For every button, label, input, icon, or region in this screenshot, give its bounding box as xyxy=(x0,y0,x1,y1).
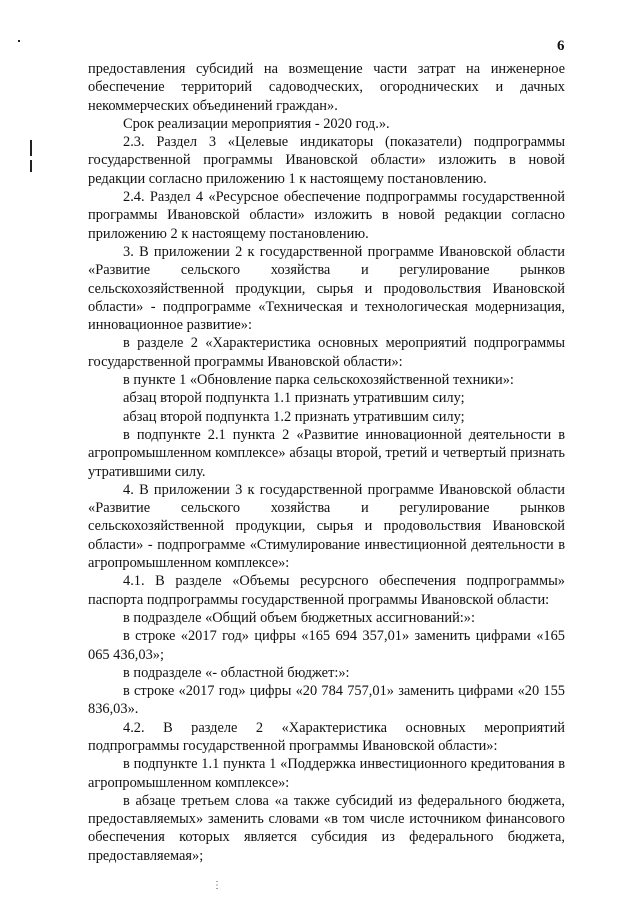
paragraph: 2.3. Раздел 3 «Целевые индикаторы (показатели) подпрограммы государственной программы Ивановской области» изложить в новой редакции согласно приложению 1 к настоящему постановлению. xyxy=(88,134,565,187)
paragraph: в абзаце третьем слова «а также субсидий из федерального бюджета, предоставляемых» заменить словами «в том числе источником финансового обеспечения которых является субсидия из федерального бюджета, предоставляемая»; xyxy=(88,792,565,864)
margin-mark xyxy=(30,140,32,156)
paragraph: 4.2. В разделе 2 «Характеристика основных мероприятий подпрограммы государственной программы Ивановской области»: xyxy=(88,719,565,754)
margin-mark xyxy=(30,160,32,172)
paragraph: в строке «2017 год» цифры «20 784 757,01» заменить цифрами «20 155 836,03». xyxy=(88,683,565,718)
paragraph: в подразделе «- областной бюджет:»: xyxy=(123,664,350,681)
scan-artifact: ⋮ xyxy=(212,880,222,891)
paragraph: Срок реализации мероприятия - 2020 год.». xyxy=(123,115,390,132)
document-body xyxy=(88,60,565,865)
paragraph: в разделе 2 «Характеристика основных мероприятий подпрограммы государственной программы Ивановской области»: xyxy=(88,335,565,370)
paragraph: 2.4. Раздел 4 «Ресурсное обеспечение подпрограммы государственной программы Ивановской области» изложить в новой редакции согласно приложению 2 к настоящему постановлению. xyxy=(88,189,565,242)
margin-mark xyxy=(18,40,20,42)
paragraph: в пункте 1 «Обновление парка сельскохозяйственной техники»: xyxy=(123,372,514,389)
paragraph: в строке «2017 год» цифры «165 694 357,01» заменить цифрами «165 065 436,03»; xyxy=(88,628,565,663)
paragraph: в подпункте 2.1 пункта 2 «Развитие инновационной деятельности в агропромышленном комплексе» абзацы второй, третий и четвертый признать утратившими силу. xyxy=(88,426,565,480)
page-number: 6 xyxy=(557,38,565,54)
paragraph: 3. В приложении 2 к государственной программе Ивановской области «Развитие сельского хозяйства и регулирование рынков сельскохозяйственной продукции, сырья и продовольствия Ивановской области» - подпрограмме «Техническая и технологическая модернизация, инновационное развитие»: xyxy=(88,243,565,334)
paragraph: абзац второй подпункта 1.1 признать утратившим силу; xyxy=(123,390,465,407)
paragraph: в подпункте 1.1 пункта 1 «Поддержка инвестиционного кредитования в агропромышленном комплексе»: xyxy=(88,756,565,791)
paragraph: в подразделе «Общий объем бюджетных ассигнований:»: xyxy=(123,609,475,626)
paragraph: 4.1. В разделе «Объемы ресурсного обеспечения подпрограммы» паспорта подпрограммы государственной программы Ивановской области: xyxy=(88,573,565,608)
paragraph: 4. В приложении 3 к государственной программе Ивановской области «Развитие сельского хозяйства и регулирование рынков сельскохозяйственной продукции, сырья и продовольствия Ивановской области» - подпрограмме «Стимулирование инвестиционной деятельности в агропромышленном комплексе»: xyxy=(88,481,565,572)
paragraph: абзац второй подпункта 1.2 признать утратившим силу; xyxy=(123,408,465,425)
paragraph: предоставления субсидий на возмещение части затрат на инженерное обеспечение территорий садоводческих, огороднических и дачных некоммерческих объединений граждан». xyxy=(88,61,565,114)
